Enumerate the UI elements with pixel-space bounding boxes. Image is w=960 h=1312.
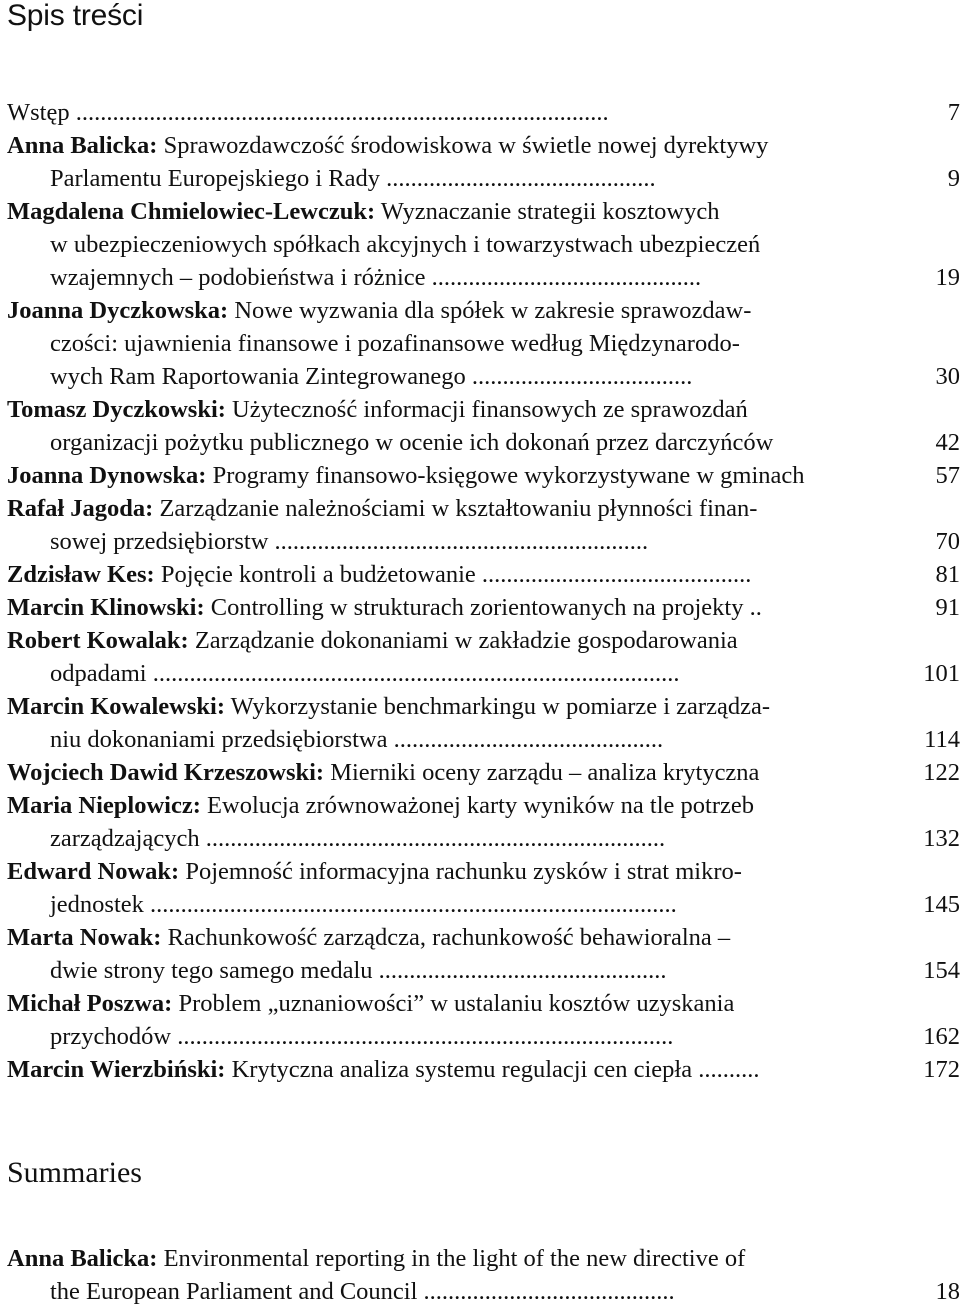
toc-entry-author: Maria Nieplowicz: — [7, 792, 201, 819]
toc-entry-title: przychodów ................................................................................. — [50, 1023, 674, 1050]
toc-entry-line — [7, 162, 882, 195]
toc-entry-author: Marcin Wierzbiński: — [7, 1056, 226, 1083]
toc-entry-line — [7, 855, 882, 888]
summaries-list — [7, 1242, 960, 1308]
toc-entry-title: Wykorzystanie benchmarkingu w pomiarze i zarządza- — [225, 693, 770, 720]
toc-entry-line — [7, 195, 882, 228]
toc-entry — [7, 789, 960, 855]
toc-entry — [7, 1242, 960, 1308]
toc-entry-line — [7, 756, 882, 789]
toc-entry-title: the European Parliament and Council ......................................... — [50, 1278, 675, 1305]
toc-entry — [7, 558, 960, 591]
toc-entry-line — [7, 492, 882, 525]
toc-entry-title: jednostek ...................................................................................... — [50, 891, 677, 918]
toc-entry-page-number: 114 — [924, 726, 960, 753]
toc-entry — [7, 1053, 960, 1086]
toc-entry-page-number: 70 — [935, 528, 960, 555]
toc-entry-line — [7, 624, 882, 657]
toc-entry-page-number: 122 — [923, 759, 960, 786]
toc-entry-title: Sprawozdawczość środowiskowa w świetle nowej dyrektywy — [157, 132, 769, 159]
toc-entry-page-number: 91 — [935, 594, 960, 621]
toc-entry-title: Programy finansowo-księgowe wykorzystywane w gminach — [206, 462, 805, 489]
toc-entry-title: Rachunkowość zarządcza, rachunkowość behawioralna – — [161, 924, 731, 951]
toc-entry-line — [7, 459, 882, 492]
toc-entry-line — [7, 360, 882, 393]
toc-entry-line — [7, 261, 882, 294]
toc-entry-page-number: 162 — [923, 1023, 960, 1050]
toc-entry-line — [7, 558, 882, 591]
toc-entry-page-number: 9 — [947, 165, 960, 192]
toc-entry-line — [7, 822, 882, 855]
toc-entry-line — [7, 987, 882, 1020]
toc-entry-title: Pojęcie kontroli a budżetowanie ............................................ — [154, 561, 752, 588]
toc-entry — [7, 129, 960, 195]
toc-entry — [7, 294, 960, 393]
toc-entry-line — [7, 954, 882, 987]
toc-entry-line — [7, 888, 882, 921]
toc-entry-page-number: 154 — [923, 957, 960, 984]
toc-entry-author: Rafał Jagoda: — [7, 495, 154, 522]
toc-entry-author: Magdalena Chmielowiec-Lewczuk: — [7, 198, 376, 225]
toc-entry-title: Krytyczna analiza systemu regulacji cen ciepła .......... — [225, 1056, 760, 1083]
toc-entry-line — [7, 294, 882, 327]
toc-entry-title: niu dokonaniami przedsiębiorstwa ............................................ — [50, 726, 664, 753]
toc-entry — [7, 690, 960, 756]
toc-entry-line — [7, 690, 882, 723]
toc-entry-line — [7, 657, 882, 690]
toc-entry-title: w ubezpieczeniowych spółkach akcyjnych i towarzystwach ubezpieczeń — [50, 231, 761, 258]
toc-entry-title: Wyznaczanie strategii kosztowych — [375, 198, 720, 225]
toc-entry — [7, 393, 960, 459]
toc-entry-title: wych Ram Raportowania Zintegrowanego .................................... — [50, 363, 693, 390]
toc-entry-page-number: 18 — [935, 1278, 960, 1305]
toc-entry — [7, 855, 960, 921]
toc-entry-line — [7, 525, 882, 558]
toc-entry-author: Anna Balicka: — [7, 1245, 158, 1272]
toc-entry-page-number: 57 — [935, 462, 960, 489]
toc-entry-page-number: 19 — [935, 264, 960, 291]
toc-entry-title: Parlamentu Europejskiego i Rady ............................................ — [50, 165, 656, 192]
toc-entry-page-number: 42 — [935, 429, 960, 456]
toc-entry-title: Mierniki oceny zarządu – analiza krytyczna — [324, 759, 760, 786]
toc-entry-title: Environmental reporting in the light of the new directive of — [157, 1245, 746, 1272]
toc-entry-author: Edward Nowak: — [7, 858, 180, 885]
toc-entry — [7, 624, 960, 690]
toc-entry-page-number: 81 — [935, 561, 960, 588]
toc-entry-title: czości: ujawnienia finansowe i pozafinansowe według Międzynarodo- — [50, 330, 740, 357]
toc-entry-line — [7, 426, 882, 459]
toc-entry-author: Joanna Dyczkowska: — [7, 297, 229, 324]
toc-entry-page-number: 7 — [947, 99, 960, 126]
toc-entry-title: Pojemność informacyjna rachunku zysków i strat mikro- — [179, 858, 742, 885]
toc-entry-line — [7, 228, 882, 261]
toc-entry — [7, 921, 960, 987]
toc-entry-title: dwie strony tego samego medalu ............................................... — [50, 957, 667, 984]
toc-entry-title: sowej przedsiębiorstw ............................................................. — [50, 528, 649, 555]
toc-entry-line — [7, 327, 882, 360]
toc-entry — [7, 987, 960, 1053]
toc-entry — [7, 96, 960, 129]
toc-entry-title: Controlling w strukturach zorientowanych na projekty .. — [204, 594, 762, 621]
toc-entry — [7, 756, 960, 789]
toc-entry-line — [7, 129, 882, 162]
toc-entry-line — [7, 921, 882, 954]
toc-entry-author: Joanna Dynowska: — [7, 462, 207, 489]
toc-entry-line — [7, 1275, 882, 1308]
toc-entry-author: Marta Nowak: — [7, 924, 162, 951]
toc-entry-author: Robert Kowalak: — [7, 627, 189, 654]
toc-entry-line — [7, 591, 882, 624]
toc-entry — [7, 591, 960, 624]
toc-list — [7, 96, 960, 1086]
toc-entry-author: Michał Poszwa: — [7, 990, 173, 1017]
toc-entry-title: zarządzających ........................................................................... — [50, 825, 666, 852]
toc-entry-author: Anna Balicka: — [7, 132, 158, 159]
toc-entry — [7, 459, 960, 492]
toc-entry-title: Nowe wyzwania dla spółek w zakresie sprawozdaw- — [228, 297, 752, 324]
toc-entry-author: Tomasz Dyczkowski: — [7, 396, 226, 423]
toc-entry-line — [7, 1020, 882, 1053]
toc-entry-title: odpadami ...................................................................................... — [50, 660, 680, 687]
toc-entry-line — [7, 723, 882, 756]
toc-entry — [7, 195, 960, 294]
toc-entry-title: Problem „uznaniowości” w ustalaniu kosztów uzyskania — [172, 990, 735, 1017]
toc-entry-title: Zarządzanie dokonaniami w zakładzie gospodarowania — [188, 627, 738, 654]
toc-entry-title: Wstęp ....................................................................................... — [7, 99, 609, 126]
toc-entry — [7, 492, 960, 558]
toc-entry-author: Zdzisław Kes: — [7, 561, 155, 588]
toc-entry-page-number: 30 — [935, 363, 960, 390]
toc-entry-page-number: 101 — [923, 660, 960, 687]
toc-entry-title: wzajemnych – podobieństwa i różnice ............................................ — [50, 264, 702, 291]
summaries-heading: Summaries — [7, 1156, 142, 1189]
toc-entry-line — [7, 96, 882, 129]
toc-entry-page-number: 172 — [923, 1056, 960, 1083]
toc-heading: Spis treści — [7, 0, 144, 32]
toc-entry-line — [7, 789, 882, 822]
toc-entry-line — [7, 393, 882, 426]
toc-entry-title: Użyteczność informacji finansowych ze sprawozdań — [225, 396, 748, 423]
toc-entry-title: Ewolucja zrównoważonej karty wyników na tle potrzeb — [200, 792, 755, 819]
toc-entry-author: Wojciech Dawid Krzeszowski: — [7, 759, 325, 786]
toc-entry-page-number: 145 — [923, 891, 960, 918]
toc-entry-page-number: 132 — [923, 825, 960, 852]
toc-entry-author: Marcin Kowalewski: — [7, 693, 225, 720]
toc-entry-title: Zarządzanie należnościami w kształtowaniu płynności finan- — [153, 495, 758, 522]
toc-entry-line — [7, 1053, 882, 1086]
toc-entry-title: organizacji pożytku publicznego w ocenie ich dokonań przez darczyńców — [50, 429, 774, 456]
toc-entry-line — [7, 1242, 882, 1275]
toc-entry-author: Marcin Klinowski: — [7, 594, 205, 621]
